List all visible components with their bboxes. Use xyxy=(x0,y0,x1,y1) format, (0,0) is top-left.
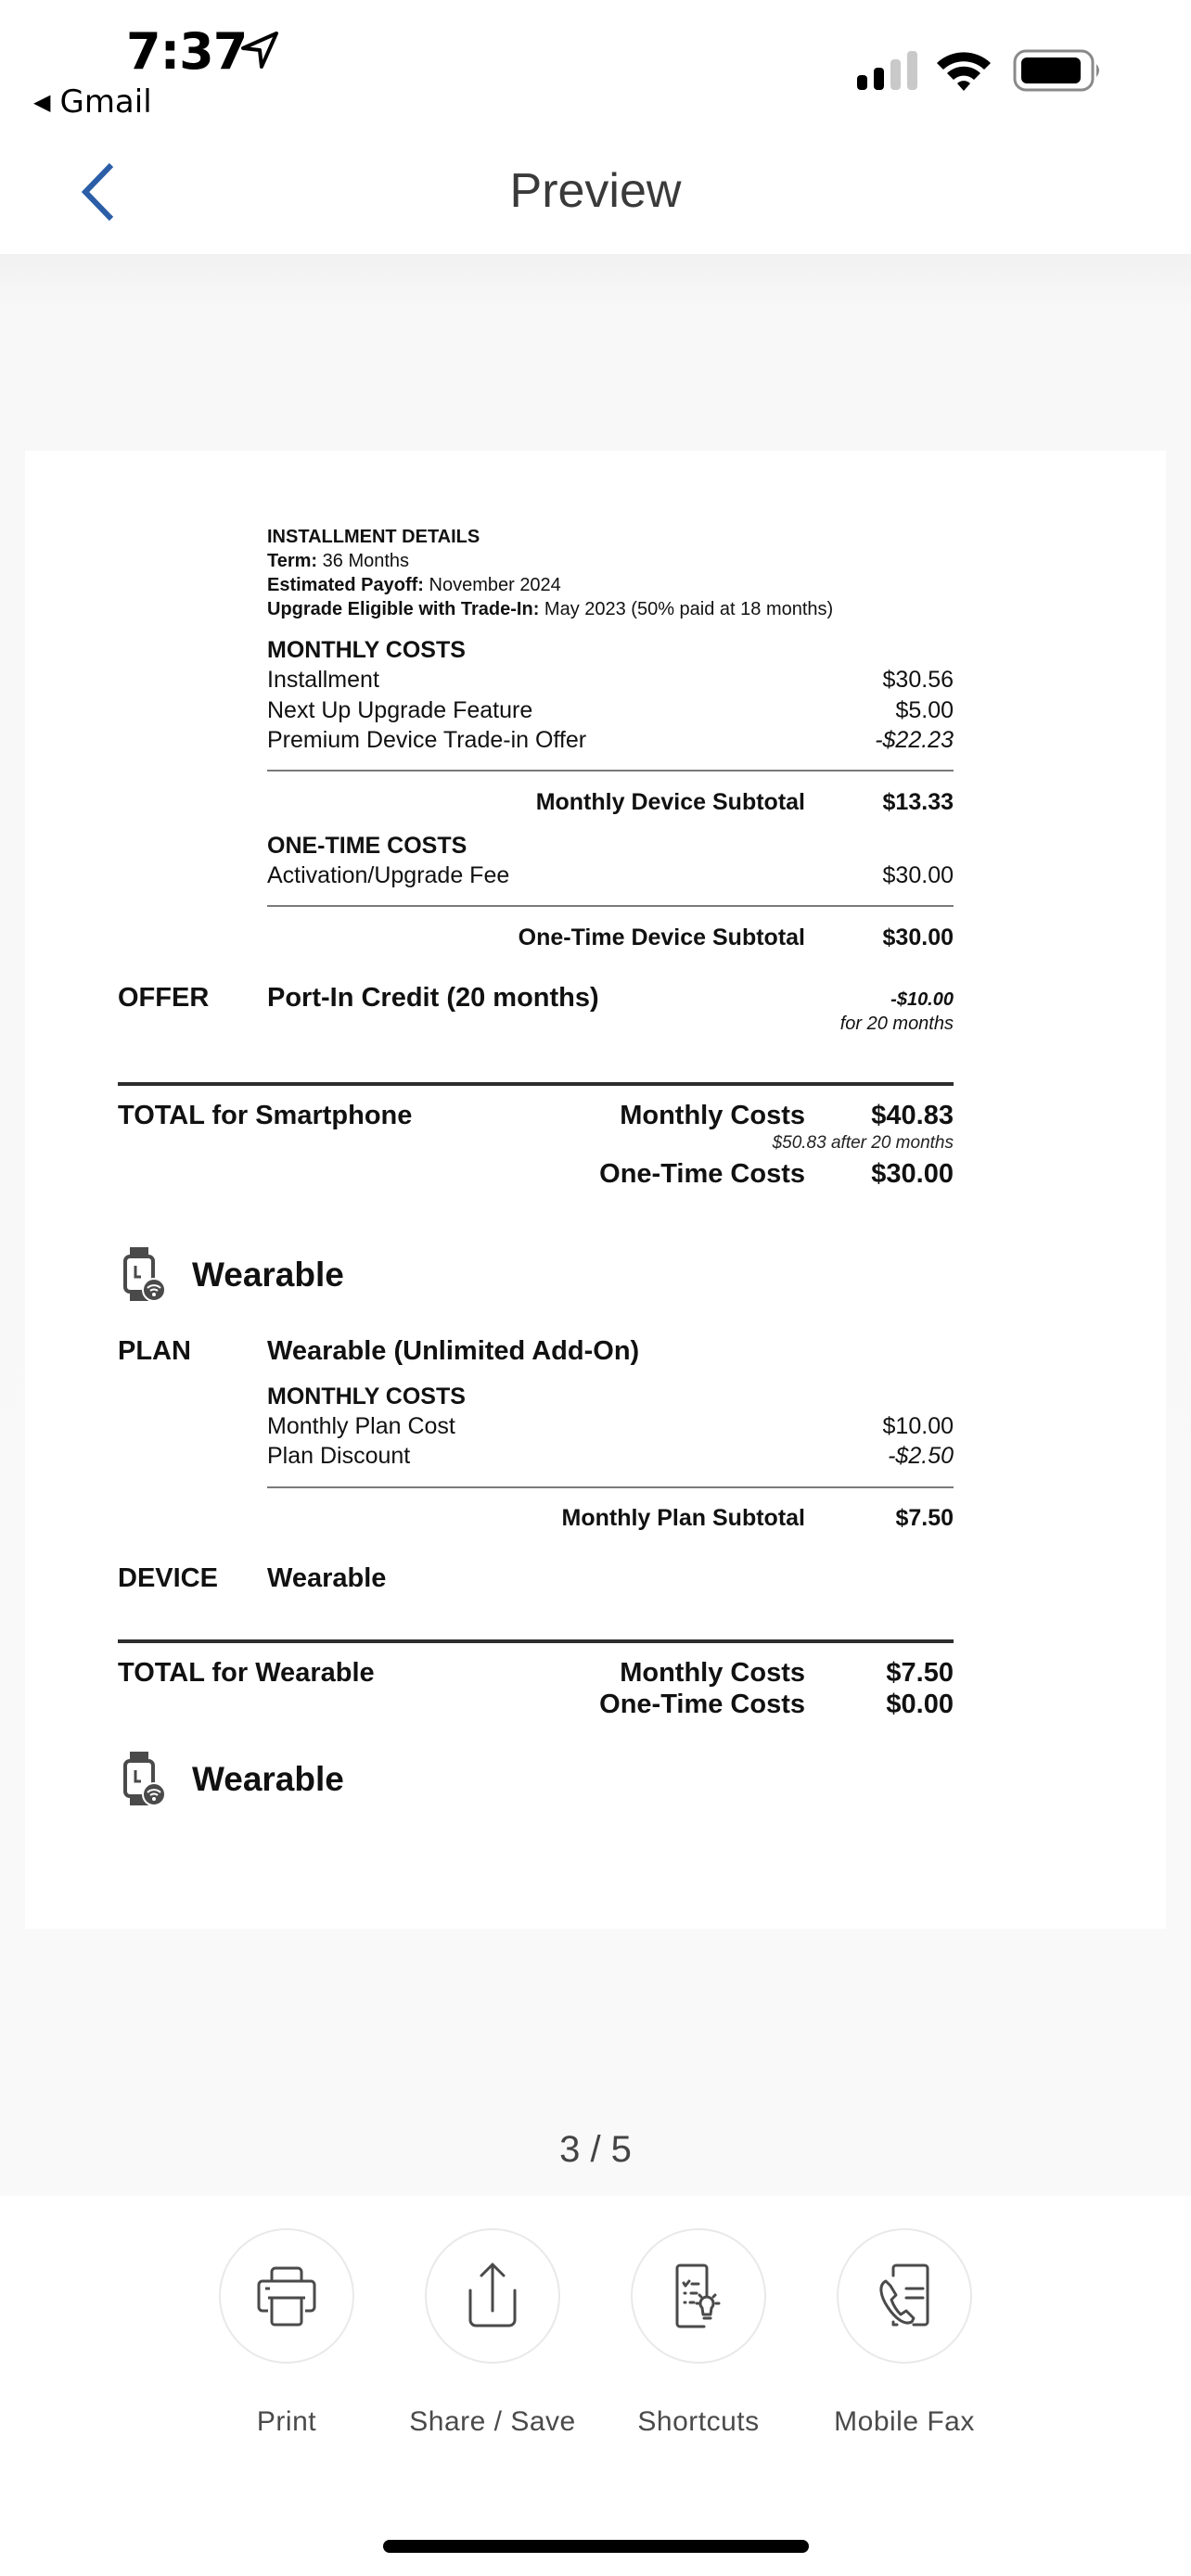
monthly-costs-note: $50.83 after 20 months xyxy=(772,1133,954,1153)
total-divider xyxy=(118,1639,954,1643)
offer-name: Port-In Credit (20 months) xyxy=(267,983,599,1013)
subtotal-label: Monthly Device Subtotal xyxy=(535,789,805,815)
offer-note: for 20 months xyxy=(839,1014,954,1034)
device-name: Wearable xyxy=(267,1563,387,1593)
section-title-wearable: Wearable xyxy=(192,1256,344,1294)
print-button-circle xyxy=(219,2228,354,2364)
installment-upgrade xyxy=(267,597,833,621)
monthly-costs-label: Monthly Costs xyxy=(620,1101,805,1130)
back-triangle-icon: ◀ xyxy=(33,89,51,115)
line-item-label: Plan Discount xyxy=(267,1443,411,1469)
line-item-value: $30.56 xyxy=(882,667,954,693)
smartphone-total-label: TOTAL for Smartphone xyxy=(118,1101,413,1130)
installment-term xyxy=(267,549,409,573)
subtotal-label: Monthly Plan Subtotal xyxy=(561,1505,805,1531)
printer-icon xyxy=(248,2257,326,2335)
cellular-signal-icon xyxy=(857,51,920,90)
payoff-label: Estimated Payoff: xyxy=(267,575,424,595)
line-item-label: Next Up Upgrade Feature xyxy=(267,697,533,723)
line-item-value: -$22.23 xyxy=(875,727,954,753)
payoff-value: November 2024 xyxy=(429,575,561,595)
shortcuts-button[interactable] xyxy=(606,2228,791,2451)
fax-icon xyxy=(865,2257,943,2335)
line-item-value: $10.00 xyxy=(882,1413,954,1439)
shortcuts-icon xyxy=(660,2257,737,2335)
line-item-value: $5.00 xyxy=(895,697,954,723)
smartwatch-icon xyxy=(122,1247,165,1301)
share-icon xyxy=(454,2257,531,2335)
onetime-costs-label: One-Time Costs xyxy=(599,1159,805,1189)
subtotal-value: $7.50 xyxy=(895,1505,954,1531)
home-indicator[interactable] xyxy=(383,2540,809,2553)
installment-heading: INSTALLMENT DETAILS xyxy=(267,527,480,547)
offer-section-label: OFFER xyxy=(118,983,210,1013)
offer-value: -$10.00 xyxy=(890,989,954,1010)
device-monthly-heading: MONTHLY COSTS xyxy=(267,637,466,663)
back-to-gmail-link[interactable] xyxy=(33,83,152,121)
print-label: Print xyxy=(256,2406,317,2437)
line-item-label: Installment xyxy=(267,667,379,693)
share-save-button[interactable] xyxy=(400,2228,585,2451)
onetime-costs-label: One-Time Costs xyxy=(599,1690,805,1719)
plan-monthly-heading: MONTHLY COSTS xyxy=(267,1384,466,1409)
page-title: Preview xyxy=(509,164,682,218)
smartwatch-icon xyxy=(122,1752,165,1805)
onetime-costs-value: $30.00 xyxy=(871,1159,954,1189)
section-title-wearable: Wearable xyxy=(192,1760,344,1798)
share-save-label: Share / Save xyxy=(409,2406,576,2437)
installment-payoff xyxy=(267,573,561,597)
line-item-value: $30.00 xyxy=(882,862,954,888)
term-label: Term: xyxy=(267,551,318,571)
divider xyxy=(267,770,954,772)
divider xyxy=(267,1486,954,1488)
action-bar xyxy=(0,2196,1191,2576)
status-time: 7:37 xyxy=(126,22,248,81)
shortcuts-button-circle xyxy=(631,2228,766,2364)
page-indicator: 3 / 5 xyxy=(559,2129,632,2170)
upgrade-value: May 2023 (50% paid at 18 months) xyxy=(544,599,834,619)
line-item-label: Premium Device Trade-in Offer xyxy=(267,727,587,753)
wifi-icon xyxy=(935,48,992,91)
fax-button-circle xyxy=(837,2228,972,2364)
line-item-label: Monthly Plan Cost xyxy=(267,1413,455,1439)
subtotal-value: $30.00 xyxy=(882,925,954,950)
monthly-costs-value: $40.83 xyxy=(871,1101,954,1130)
plan-name: Wearable (Unlimited Add-On) xyxy=(267,1336,640,1366)
share-button-circle xyxy=(425,2228,560,2364)
onetime-costs-value: $0.00 xyxy=(886,1690,954,1719)
upgrade-label: Upgrade Eligible with Trade-In: xyxy=(267,599,540,619)
wearable-total-label: TOTAL for Wearable xyxy=(118,1658,375,1688)
location-arrow-icon xyxy=(239,30,280,70)
line-item-label: Activation/Upgrade Fee xyxy=(267,862,510,888)
line-item-value: -$2.50 xyxy=(888,1443,954,1469)
device-onetime-heading: ONE-TIME COSTS xyxy=(267,833,467,859)
term-value: 36 Months xyxy=(322,551,410,571)
back-app-label: Gmail xyxy=(59,83,152,121)
print-button[interactable] xyxy=(194,2228,379,2451)
divider xyxy=(267,905,954,907)
monthly-costs-value: $7.50 xyxy=(886,1658,954,1688)
total-divider xyxy=(118,1082,954,1086)
subtotal-label: One-Time Device Subtotal xyxy=(518,925,805,950)
mobile-fax-label: Mobile Fax xyxy=(834,2406,975,2437)
shortcuts-label: Shortcuts xyxy=(637,2406,760,2437)
plan-section-label: PLAN xyxy=(118,1336,191,1366)
mobile-fax-button[interactable] xyxy=(812,2228,997,2451)
device-section-label: DEVICE xyxy=(118,1563,218,1593)
battery-icon xyxy=(1013,49,1104,92)
monthly-costs-label: Monthly Costs xyxy=(620,1658,805,1688)
subtotal-value: $13.33 xyxy=(882,789,954,815)
